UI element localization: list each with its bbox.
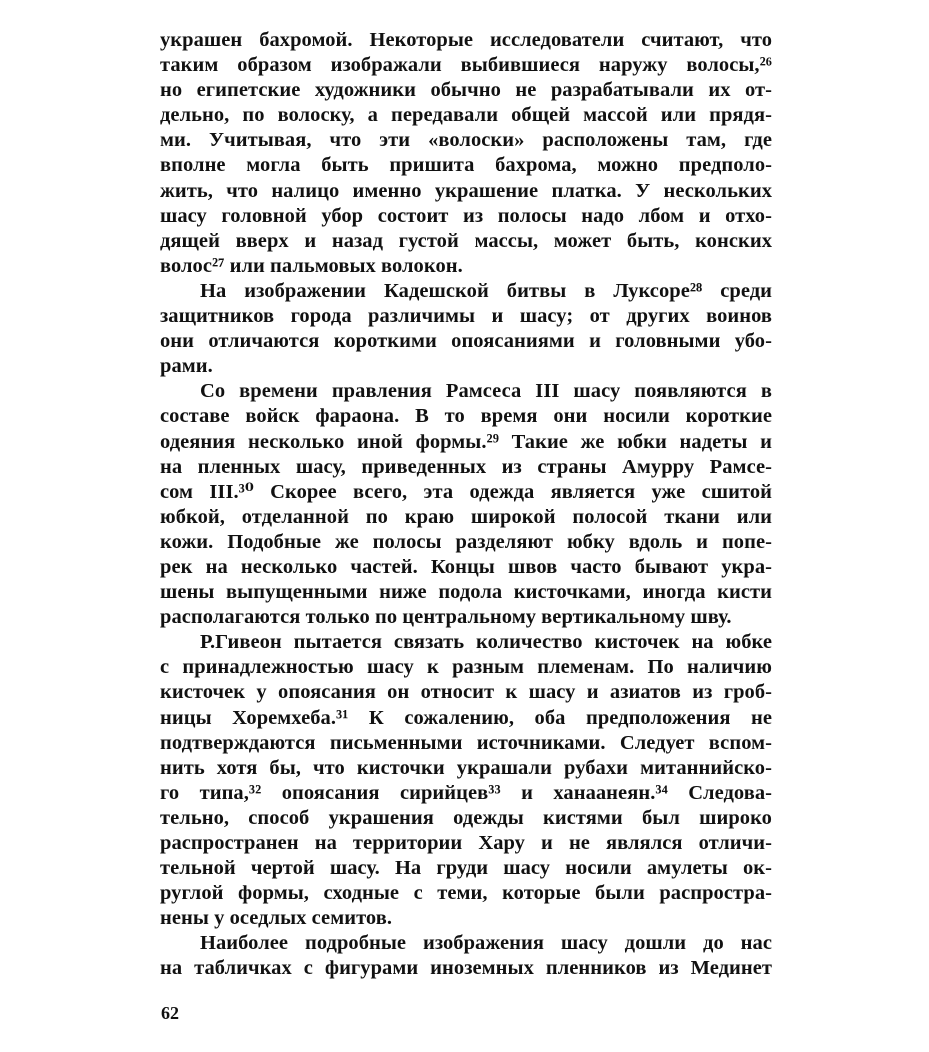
text-line: руглой формы, сходные с теми, которые были распростра- — [160, 882, 772, 905]
page-number: 62 — [161, 1003, 179, 1023]
text-line: на пленных шасу, приведенных из страны Амурру Рамсе- — [160, 455, 772, 478]
text-line: но египетские художники обычно не разрабатывали их от- — [160, 79, 772, 102]
text-line: рами. — [160, 355, 213, 378]
text-line: составе войск фараона. В то время они носили короткие — [160, 405, 772, 428]
text-line: Со времени правления Рамсеса III шасу появляются в — [200, 380, 772, 403]
text-line: подтверждаются письменными источниками. Следует вспом- — [160, 731, 772, 754]
text-line: кисточек у опоясания он относит к шасу и азиатов из гроб- — [160, 681, 772, 704]
text-line: ницы Хоремхеба.³¹ К сожалению, оба предположения не — [160, 706, 772, 729]
text-line: они отличаются короткими опоясаниями и головными убо- — [160, 330, 772, 353]
text-line: распространен на территории Хару и не являлся отличи- — [160, 832, 772, 854]
text-line: нены у оседлых семитов. — [160, 907, 393, 930]
document-body — [160, 28, 772, 982]
text-line: тельной чертой шасу. На груди шасу носили амулеты ок- — [160, 857, 772, 880]
text-line: шены выпущенными ниже подола кисточками, иногда кисти — [160, 581, 772, 604]
text-line: с принадлежностью шасу к разным племенам. По наличию — [160, 656, 772, 679]
text-line: сом III.³⁰ Скорее всего, эта одежда является уже сшитой — [160, 480, 772, 503]
text-line: дельно, по волоску, а передавали общей массой или прядя- — [160, 104, 772, 127]
text-line: тельно, способ украшения одежды кистями был широко — [160, 806, 772, 829]
text-line: таким образом изображали выбившиеся наружу волосы,²⁶ — [160, 54, 772, 77]
text-line: Р.Гивеон пытается связать количество кисточек на юбке — [200, 631, 772, 654]
text-line: вполне могла быть пришита бахрома, можно предполо- — [160, 154, 772, 177]
text-line: волос²⁷ или пальмовых волокон. — [160, 254, 463, 277]
text-line: юбкой, отделанной по краю широкой полосой ткани или — [160, 505, 772, 528]
text-line: Наиболее подробные изображения шасу дошли до нас — [200, 932, 772, 955]
text-line: нить хотя бы, что кисточки украшали рубахи митаннийско- — [160, 756, 772, 779]
text-line: украшен бахромой. Некоторые исследователи считают, что — [160, 29, 772, 51]
text-line: на табличках с фигурами иноземных пленников из Мединет — [160, 957, 772, 980]
text-line: На изображении Кадешской битвы в Луксоре²⁸ среди — [200, 279, 772, 302]
text-line: жить, что налицо именно украшение платка. У нескольких — [160, 179, 772, 202]
text-line: защитников города различимы и шасу; от других воинов — [160, 305, 772, 328]
text-line: рек на несколько частей. Концы швов часто бывают укра- — [160, 555, 772, 578]
text-line: одеяния несколько иной формы.²⁹ Такие же юбки надеты и — [160, 430, 772, 453]
text-line: располагаются только по центральному вертикальному шву. — [160, 606, 732, 629]
text-line: ми. Учитывая, что эти «волоски» расположены там, где — [160, 129, 772, 152]
text-line: дящей вверх и назад густой массы, может быть, конских — [160, 229, 772, 252]
text-line: го типа,³² опоясания сирийцев³³ и ханаанеян.³⁴ Следова- — [160, 781, 772, 804]
text-line: кожи. Подобные же полосы разделяют юбку вдоль и попе- — [160, 530, 772, 553]
text-line: шасу головной убор состоит из полосы надо лбом и отхо- — [160, 204, 772, 227]
